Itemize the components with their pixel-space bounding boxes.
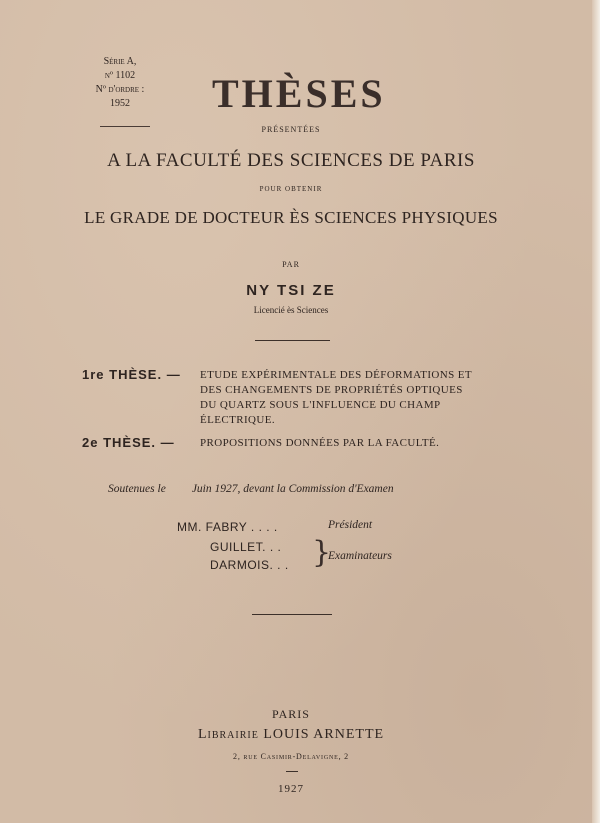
faculty-heading: A LA FACULTÉ DES SCIENCES DE PARIS: [107, 150, 475, 171]
second-thesis-label: 2e THÈSE. —: [82, 435, 175, 450]
jury-member-darmois: DARMOIS. . .: [210, 558, 289, 572]
defense-date: Juin 1927, devant la Commission d'Examen: [191, 483, 394, 495]
first-thesis-title-line: DES CHANGEMENTS DE PROPRIÉTÉS OPTIQUES: [200, 384, 463, 396]
imprint-publisher: LOUIS ARNETTE: [263, 727, 385, 742]
jury-member-guillet: GUILLET. . .: [210, 540, 282, 554]
jury-member-fabry: MM. FABRY . . . .: [177, 520, 278, 534]
jury-role-president: Président: [328, 519, 373, 531]
imprint-publisher-line: [0, 727, 582, 743]
series-number: nº 1102: [104, 70, 136, 81]
defense-line: [108, 483, 394, 495]
par-text: PAR: [282, 260, 300, 269]
second-thesis-title: PROPOSITIONS DONNÉES PAR LA FACULTÉ.: [200, 437, 440, 449]
imprint-year: 1927: [278, 783, 304, 795]
author-credential: Licencié ès Sciences: [253, 305, 329, 315]
series-label: Série A,: [103, 56, 137, 67]
order-label: Nº d'ordre :: [95, 84, 145, 95]
order-number: 1952: [110, 98, 130, 109]
presentees-text: PRÉSENTÉES: [261, 125, 321, 134]
divider-rule: [286, 771, 298, 772]
first-thesis-title-line: ÉLECTRIQUE.: [200, 414, 275, 426]
jury-role-examinateurs: Examinateurs: [328, 550, 392, 562]
brace-icon: }: [312, 535, 332, 570]
defense-label: Soutenues le: [108, 483, 166, 495]
imprint-librairie: Librairie: [197, 727, 259, 742]
degree-heading: LE GRADE DE DOCTEUR ÈS SCIENCES PHYSIQUES: [84, 208, 498, 227]
first-thesis-title-line: DU QUARTZ SOUS L'INFLUENCE DU CHAMP: [200, 399, 441, 411]
page-title: THÈSES: [212, 71, 386, 116]
series-block: [80, 55, 160, 111]
first-thesis-title-line: ETUDE EXPÉRIMENTALE DES DÉFORMATIONS ET: [200, 369, 472, 381]
author-name: NY TSI ZE: [246, 282, 336, 299]
divider-rule: [252, 614, 332, 615]
divider-rule: [255, 340, 330, 341]
page-edge: [592, 0, 600, 823]
imprint-city: PARIS: [272, 707, 310, 721]
imprint-address: 2, rue Casimir-Delavigne, 2: [233, 752, 349, 761]
first-thesis-label: 1re THÈSE. —: [82, 367, 181, 382]
pour-obtenir-text: POUR OBTENIR: [259, 185, 323, 193]
